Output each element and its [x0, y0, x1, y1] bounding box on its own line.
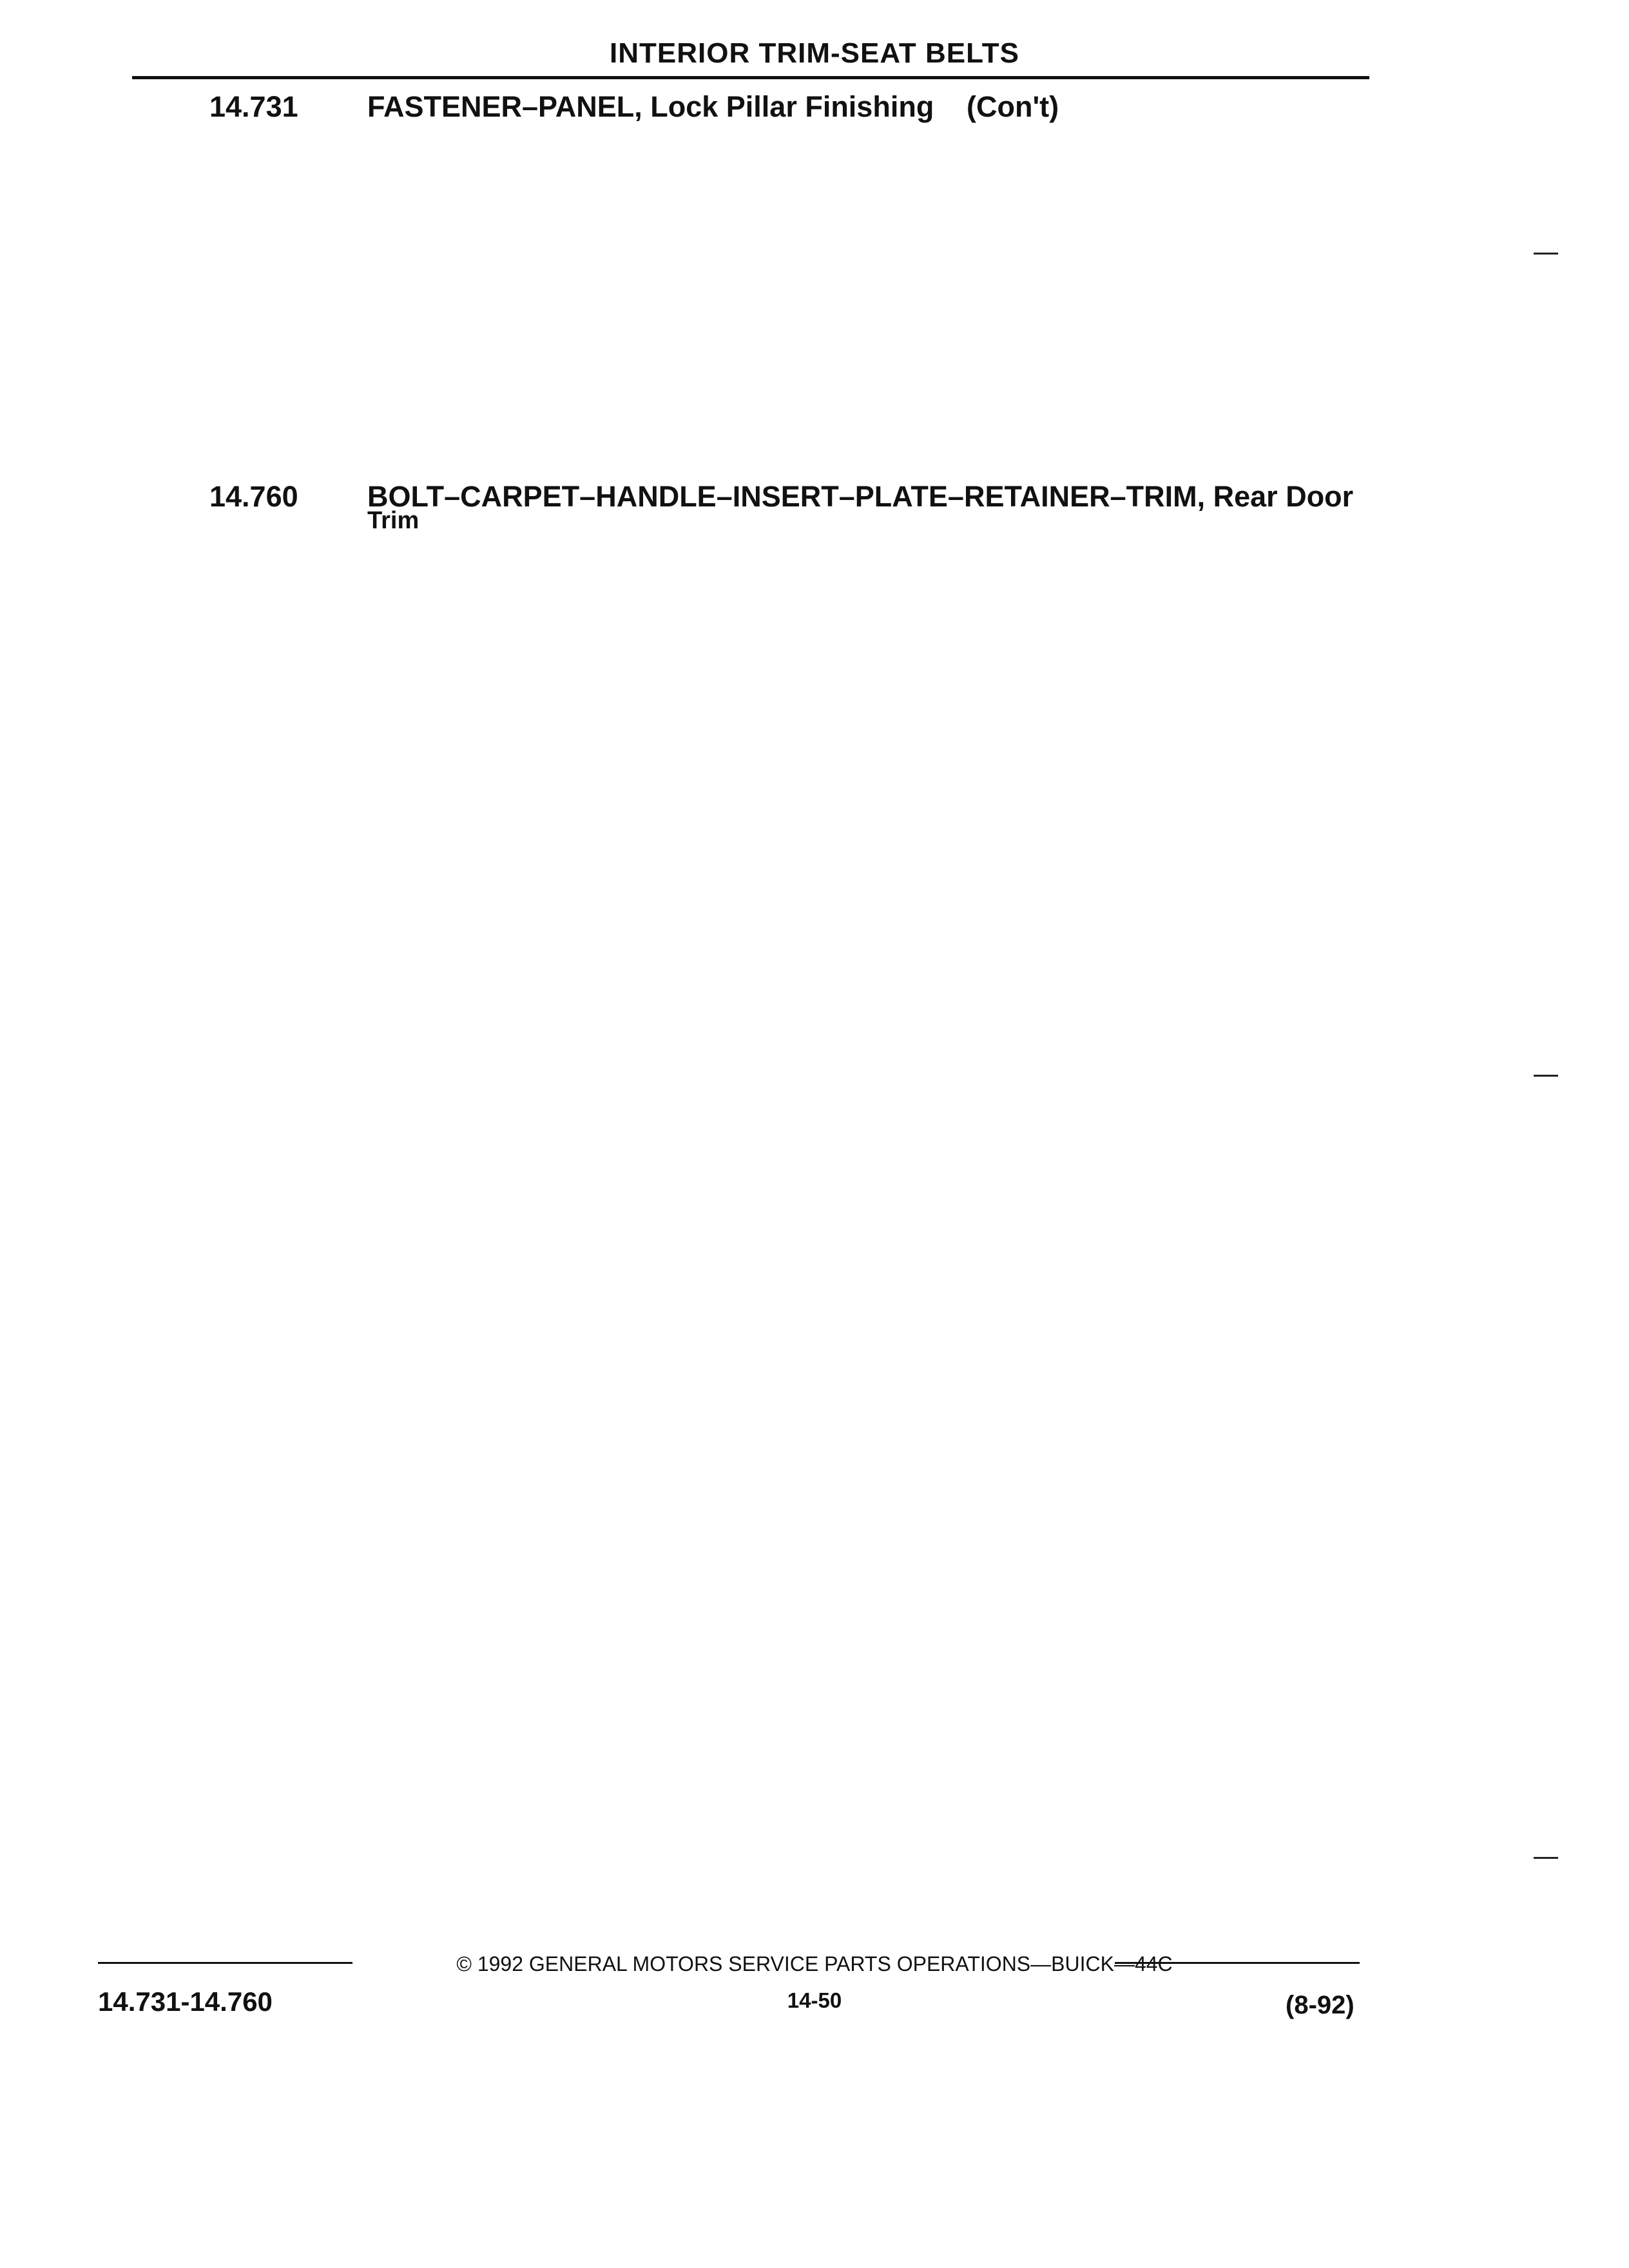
margin-mark: [1534, 1857, 1558, 1859]
section-heading: [0, 480, 1629, 534]
page-header-title: INTERIOR TRIM-SEAT BELTS: [610, 37, 1019, 69]
footer-range: 14.731-14.760: [98, 1986, 273, 2017]
footer-copyright: © 1992 GENERAL MOTORS SERVICE PARTS OPERATIONS—BUICK—44C: [456, 1952, 1173, 1975]
footer-page-number: 14-50: [787, 1988, 842, 2012]
section-subtitle: Trim: [367, 507, 419, 534]
section-title: FASTENER–PANEL, Lock Pillar Finishing: [367, 90, 934, 123]
header-rule: [132, 76, 1369, 79]
section-continued: (Con't): [967, 90, 1059, 123]
footer-date: (8-92): [1286, 1991, 1354, 2019]
section-heading: [0, 90, 1629, 129]
section-number: 14.760: [209, 480, 298, 513]
section-title: BOLT–CARPET–HANDLE–INSERT–PLATE–RETAINER–TRIM, Rear Door: [367, 480, 1354, 513]
section-number: 14.731: [209, 90, 298, 123]
margin-mark: [1534, 253, 1558, 255]
margin-mark: [1534, 1075, 1558, 1077]
